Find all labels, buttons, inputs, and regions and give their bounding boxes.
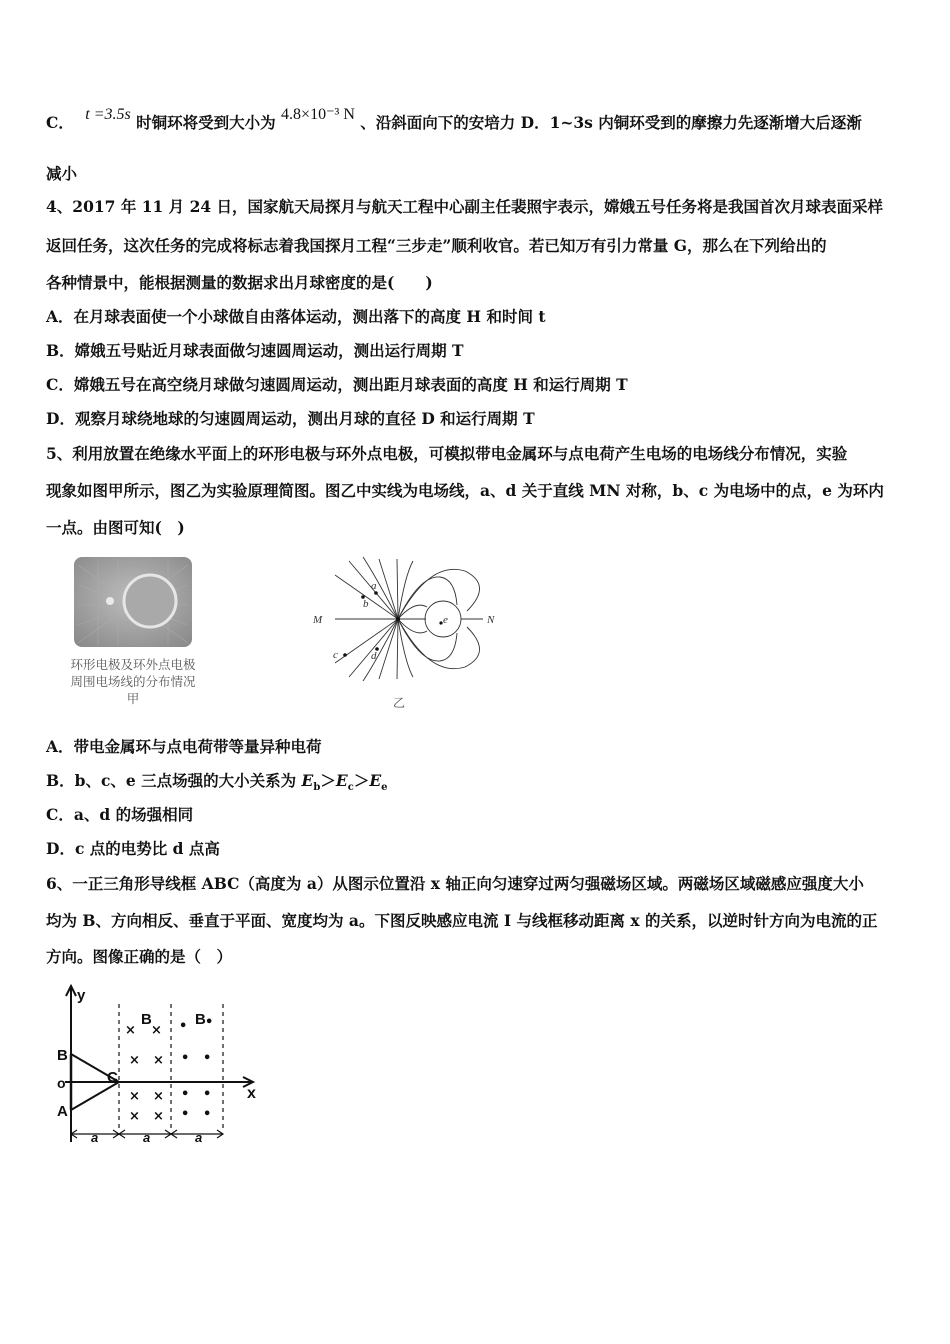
- q4-stem-line1: 4、2017 年 11 月 24 日，国家航天局探月与航天工程中心副主任裴照宇表示，嫦娥五号任务将是我国首次月球表面采样: [46, 197, 884, 216]
- q3-option-c-label: C．: [46, 113, 74, 132]
- q4-option-b: B．嫦娥五号贴近月球表面做匀速圆周运动，测出运行周期 T: [46, 341, 464, 360]
- q6-dot-2: •: [205, 1015, 214, 1030]
- q6-field-label-2: B: [195, 1011, 206, 1028]
- q5-option-c: C．a、d 的场强相同: [46, 805, 194, 824]
- q5-stem-line3: 一点。由图可知( ): [46, 518, 185, 537]
- q6-stem-line2: 均为 B、方向相反、垂直于平面、宽度均为 a。下图反映感应电流 I 与线框移动距离 x 的关系，以逆时针方向为电流的正: [46, 911, 878, 930]
- q6-cross-5: ×: [129, 1089, 140, 1104]
- q3-time-formula: t =3.5s: [85, 106, 131, 123]
- q6-width-label-2: a: [143, 1130, 151, 1145]
- q6-field-label-1: B: [141, 1011, 152, 1028]
- q5-gt-1: ＞: [320, 771, 336, 790]
- q6-dot-3: •: [181, 1051, 190, 1066]
- figure-jia-caption-3: 甲: [126, 691, 140, 706]
- q6-label-B-vertex: B: [57, 1047, 68, 1064]
- q5-option-d: D．c 点的电势比 d 点高: [46, 839, 220, 858]
- figure-jia-caption-2: 周围电场线的分布情况: [70, 674, 196, 689]
- fig-yi-label-a: a: [371, 580, 377, 592]
- q6-cross-6: ×: [153, 1089, 164, 1104]
- fig-yi-label-d: d: [371, 650, 377, 662]
- q4-option-a: A．在月球表面使一个小球做自由落体运动，测出落下的高度 H 和时间 t: [46, 307, 546, 326]
- q5-eb-sub: b: [313, 782, 321, 794]
- fig-yi-label-M: M: [313, 614, 323, 626]
- q6-label-C-vertex: C: [107, 1069, 118, 1086]
- q6-cross-1: ×: [125, 1023, 136, 1038]
- q6-label-A-vertex: A: [57, 1103, 68, 1120]
- q5-ee-sub: e: [381, 782, 388, 794]
- q4-option-d: D．观察月球绕地球的匀速圆周运动，测出月球的直径 D 和运行周期 T: [46, 409, 535, 428]
- q6-dot-5: •: [181, 1087, 190, 1102]
- q6-cross-7: ×: [129, 1109, 140, 1124]
- q3-option-c-text: 时铜环将受到大小为: [136, 113, 276, 132]
- q6-dot-4: •: [203, 1051, 212, 1066]
- q5-stem-line2: 现象如图甲所示，图乙为实验原理简图。图乙中实线为电场线，a、d 关于直线 MN 对称，b、c 为电场中的点，e 为环内: [46, 481, 884, 500]
- fig-yi-caption: 乙: [393, 696, 406, 710]
- q6-stem-line1: 6、一正三角形导线框 ABC（高度为 a）从图示位置沿 x 轴正向匀速穿过两匀强磁场区域。两磁场区域磁感应强度大小: [46, 874, 864, 893]
- q4-stem-line2: 返回任务，这次任务的完成将标志着我国探月工程“三步走”顺利收官。若已知万有引力常量 G，那么在下列给出的: [46, 236, 827, 255]
- q6-dot-8: •: [203, 1107, 212, 1122]
- q6-width-label-1: a: [91, 1130, 99, 1145]
- q3-force-formula: 4.8×10⁻³ N: [281, 106, 355, 123]
- figure-jia-caption-1: 环形电极及环外点电极: [70, 657, 196, 672]
- q5-stem-line1: 5、利用放置在绝缘水平面上的环形电极与环外点电极，可模拟带电金属环与点电荷产生电场的电场线分布情况，实验: [46, 444, 848, 463]
- q6-stem-line3: 方向。图像正确的是（ ）: [46, 947, 233, 966]
- fig-yi-label-e: e: [443, 614, 448, 626]
- q6-cross-2: ×: [151, 1023, 162, 1038]
- q4-stem-line3: 各种情景中，能根据测量的数据求出月球密度的是( ): [46, 273, 433, 292]
- q5-ec-sub: c: [347, 782, 354, 794]
- q5-ec-symbol: E: [335, 771, 348, 790]
- q6-label-x: x: [247, 1085, 256, 1102]
- q6-dot-1: •: [179, 1019, 188, 1034]
- q3-option-d-text: 、沿斜面向下的安培力 D．1~3s 内铜环受到的摩擦力先逐渐增大后逐渐: [360, 113, 862, 132]
- fig-yi-label-c: c: [333, 649, 338, 661]
- fig-yi-label-N: N: [487, 614, 495, 626]
- q6-cross-4: ×: [153, 1053, 164, 1068]
- figure-yi: [305, 555, 515, 715]
- q5-option-b: [46, 770, 908, 799]
- q5-option-b-prefix: B．b、c、e 三点场强的大小关系为: [46, 771, 302, 790]
- q5-gt-2: ＞: [353, 771, 370, 790]
- q6-dot-6: •: [203, 1087, 212, 1102]
- fig-yi-label-b: b: [363, 598, 369, 610]
- q4-option-c: C．嫦娥五号在高空绕月球做匀速圆周运动，测出距月球表面的高度 H 和运行周期 T: [46, 375, 628, 394]
- q6-width-label-3: a: [195, 1130, 203, 1145]
- q6-label-o: o: [57, 1075, 66, 1091]
- q3-option-d-continued: 减小: [46, 164, 78, 183]
- q5-ee-symbol: E: [369, 771, 382, 790]
- q6-figure: [55, 982, 270, 1147]
- q6-cross-3: ×: [129, 1053, 140, 1068]
- q6-figure-diagram: [55, 982, 270, 1147]
- figure-yi-diagram: [305, 555, 515, 715]
- q6-label-y: y: [77, 987, 86, 1004]
- figure-jia-photo: [58, 555, 223, 655]
- q6-dot-7: •: [181, 1107, 190, 1122]
- q5-eb-symbol: E: [301, 771, 314, 790]
- q3-option-c-line: [46, 106, 908, 135]
- q6-cross-8: ×: [153, 1109, 164, 1124]
- q5-option-a: A．带电金属环与点电荷带等量异种电荷: [46, 737, 322, 756]
- figure-jia: [58, 555, 223, 715]
